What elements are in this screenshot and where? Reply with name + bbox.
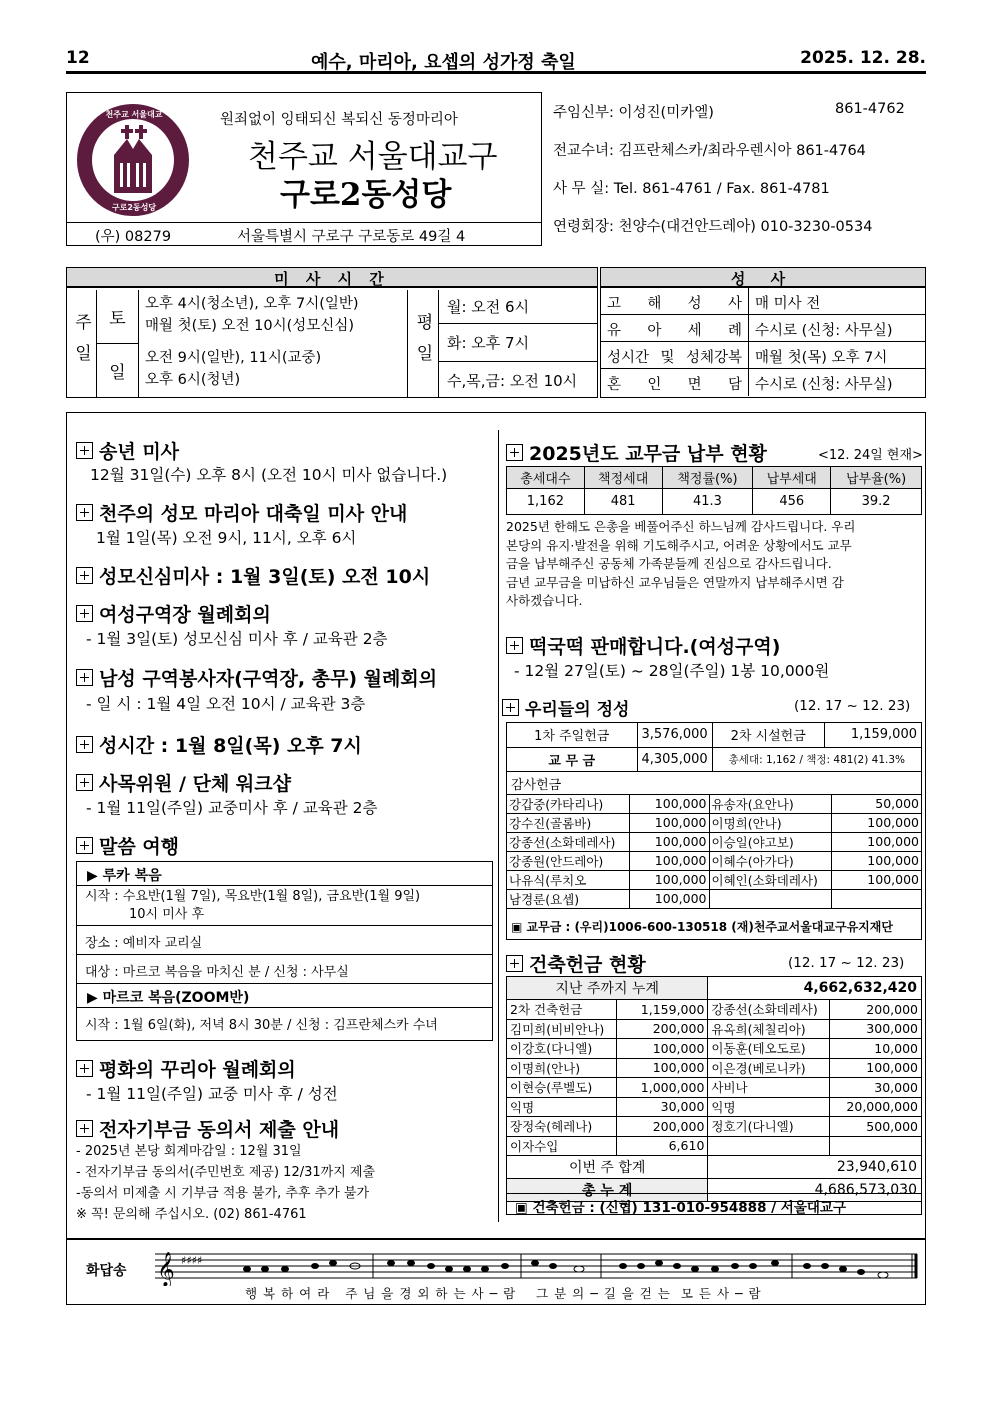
sacrament-name: 혼 인 면 담	[601, 369, 749, 396]
offering-2nd-label: 2차 시설헌금	[712, 723, 824, 747]
offering-box	[506, 722, 922, 940]
table-cell: 6,610	[616, 1136, 708, 1156]
table-cell: 익명	[507, 1097, 617, 1117]
table-cell: 30,000	[830, 1078, 922, 1098]
table-cell: 정호기(다니엘)	[708, 1117, 830, 1137]
sacrament-row	[601, 315, 925, 342]
table-cell: 1,159,000	[616, 1000, 708, 1020]
sunday-label: 주일	[71, 312, 91, 375]
table-row	[507, 1136, 922, 1156]
notice-title: 성시간 : 1월 8일(목) 오후 7시	[99, 735, 362, 757]
dues-title	[506, 439, 767, 466]
table-cell: 유옥희(체칠리아)	[708, 1019, 830, 1039]
dues-label: 교 무 금	[507, 747, 637, 771]
table-row	[507, 889, 921, 908]
table-cell: 200,000	[616, 1019, 708, 1039]
notice-body: - 일 시 : 1월 4일 오전 10시 / 교육관 3층	[86, 695, 366, 713]
issue-date: 2025. 12. 28.	[800, 48, 926, 68]
sat-mass-2: 매월 첫(토) 오전 10시(성모신심)	[145, 318, 354, 334]
table-cell: 100,000	[830, 1058, 922, 1078]
logo-bottom-text: 구로2동성당	[111, 203, 157, 212]
rice-title-text: 떡국떡 판매합니다.(여성구역)	[529, 636, 781, 658]
table-cell: 이은경(베로니카)	[708, 1058, 830, 1078]
plus-icon	[76, 567, 93, 584]
psalm-lyrics: 행 복 하 여 라 주 님 을 경 외 하 는 사 ─ 람 그 분 의 ─ 길 을 걷 는 모 든 사 ─ 람	[245, 1286, 762, 1301]
grand-total-label: 총 누 계	[507, 1179, 708, 1202]
dues-line: 본당의 유지·발전을 위해 기도해주시고, 어려운 상황에서도 교무	[506, 537, 852, 553]
consent-line: - 2025년 본당 회계마감일 : 12월 31일	[76, 1144, 302, 1159]
dues-table	[506, 466, 922, 515]
notice-body: 1월 1일(목) 오전 9시, 11시, 오후 6시	[96, 529, 357, 547]
dues-line: 금을 납부해주신 공동체 가족분들께 진심으로 감사드립니다.	[506, 556, 832, 571]
sacrament-name: 유 아 세 례	[601, 315, 749, 341]
table-cell: 100,000	[831, 832, 921, 851]
church-icon	[92, 119, 174, 201]
sacrament-row	[601, 369, 925, 396]
office-contact: 사 무 실: Tel. 861-4761 / Fax. 861-4781	[553, 181, 830, 197]
table-cell: 100,000	[629, 794, 709, 813]
table-row	[507, 1156, 922, 1179]
page-title: 예수, 마리아, 요셉의 성가정 축일	[311, 52, 576, 73]
building-title	[506, 950, 646, 977]
page-number: 12	[66, 48, 90, 68]
plus-icon	[76, 504, 93, 521]
building-account: ▣ 건축헌금 : (신협) 131-010-954888 / 서울대교구	[506, 1193, 922, 1215]
sacrament-name: 성시간 및 성체강복	[601, 342, 749, 368]
table-row	[507, 870, 921, 889]
sacrament-time: 수시로 (신청: 사무실)	[755, 323, 893, 339]
table-cell	[830, 1136, 922, 1156]
table-cell	[831, 889, 921, 908]
luke-heading: ▶ 루카 복음	[77, 862, 492, 886]
table-cell: 이명희(안나)	[709, 813, 831, 832]
dues-value: 481	[584, 489, 662, 515]
pastor: 주임신부: 이성진(미카엘)	[553, 105, 714, 121]
key-signature: ♯♯♯♯	[181, 1254, 203, 1267]
notice-body: - 1월 11일(주일) 교중미사 후 / 교육관 2층	[86, 799, 378, 817]
notice-donation-consent	[76, 1115, 339, 1142]
table-cell: 이현승(루벨도)	[507, 1078, 617, 1098]
notice-title: 성모신심미사 : 1월 3일(토) 오전 10시	[99, 566, 431, 588]
notice-title: 말씀 여행	[99, 836, 180, 858]
offering-1st-value: 3,576,000	[637, 723, 712, 747]
sacrament-time: 매 미사 전	[755, 296, 821, 312]
table-cell: 이혜수(아가다)	[709, 851, 831, 870]
sun-label: 일	[97, 344, 139, 397]
sacrament-title: 성 사	[601, 268, 925, 288]
prev-total-value: 4,662,632,420	[708, 977, 922, 1000]
consent-line: - 전자기부금 동의서(주민번호 제공) 12/31까지 제출	[76, 1165, 376, 1180]
plus-icon	[76, 837, 93, 854]
consent-line: -동의서 미제출 시 기부금 적용 불가, 추후 추가 불가	[76, 1186, 370, 1201]
notice-title: 천주의 성모 마리아 대축일 미사 안내	[99, 503, 408, 525]
table-row	[507, 1039, 922, 1059]
table-cell: 나유식(루치오	[507, 870, 629, 889]
plus-icon	[506, 955, 523, 972]
notice-body: 12월 31일(수) 오후 8시 (오전 10시 미사 없습니다.)	[90, 466, 448, 484]
offering-2nd-value: 1,159,000	[824, 723, 921, 747]
nun: 전교수녀: 김프란체스카/최라우렌시아 861-4764	[553, 143, 866, 159]
table-cell: 100,000	[629, 851, 709, 870]
table-cell: 익명	[708, 1097, 830, 1117]
plus-icon	[76, 774, 93, 791]
notice-year-end-mass	[76, 437, 179, 464]
table-cell: 이명희(안나)	[507, 1058, 617, 1078]
dues-header: 책정률(%)	[662, 467, 753, 489]
plus-icon	[76, 1120, 93, 1137]
notice-holy-hour	[76, 731, 362, 758]
address-bar	[66, 222, 541, 246]
dues-value: 456	[753, 489, 831, 515]
dues-line: 사하겠습니다.	[506, 593, 583, 608]
dues-line: 2025년 한해도 은총을 베풀어주신 하느님께 감사드립니다. 우리	[506, 519, 856, 534]
table-cell: 유송자(요안나)	[709, 794, 831, 813]
dues-line: 금년 교무금을 미납하신 교우님들은 연말까지 납부해주시면 감	[506, 574, 844, 590]
sacrament-time: 수시로 (신청: 사무실)	[755, 377, 893, 393]
table-cell: 100,000	[629, 889, 709, 908]
table-cell: 100,000	[629, 870, 709, 889]
offering-summary	[507, 723, 921, 772]
table-row	[507, 813, 921, 832]
psalm-staff	[155, 1246, 920, 1286]
table-cell: 이혜인(소화데레사)	[709, 870, 831, 889]
dues-summary: 총세대: 1,162 / 책정: 481(2) 41.3%	[712, 747, 921, 771]
dues-value: 1,162	[507, 489, 585, 515]
mon-mass: 월: 오전 6시	[439, 290, 597, 324]
prev-total-label: 지난 주까지 누계	[507, 977, 708, 1000]
psalm-notes	[243, 1260, 888, 1278]
table-row	[507, 1078, 922, 1098]
luke-start: 시작 : 수요반(1월 7일), 목요반(1월 8일), 금요반(1월 9일)	[85, 889, 421, 904]
parish-logo	[77, 104, 189, 216]
table-cell: 이동훈(테오도로)	[708, 1039, 830, 1059]
offering-period: (12. 17 ~ 12. 23)	[794, 698, 911, 714]
table-row	[507, 1019, 922, 1039]
luke-target: 대상 : 마르코 복음을 마치신 분 / 신청 : 사무실	[77, 955, 492, 984]
notice-workshop	[76, 769, 291, 796]
mark-heading: ▶ 마르코 복음(ZOOM반)	[77, 984, 492, 1008]
table-cell: 사비나	[708, 1078, 830, 1098]
thanks-label: 감사헌금	[511, 777, 562, 793]
bible-journey-box	[76, 861, 493, 1041]
column-divider	[498, 430, 499, 1222]
notice-title: 송년 미사	[99, 441, 180, 463]
table-cell: 30,000	[616, 1097, 708, 1117]
offering-title-text: 우리들의 정성	[525, 700, 630, 720]
table-row	[507, 1117, 922, 1137]
consent-line: ※ 꼭! 문의해 주십시오. (02) 861-4761	[76, 1207, 307, 1222]
table-cell: 장정숙(헤레나)	[507, 1117, 617, 1137]
donation-consent-body	[76, 1141, 375, 1225]
table-cell: 2차 건축헌금	[507, 1000, 617, 1020]
table-cell: 100,000	[616, 1039, 708, 1059]
table-cell: 20,000,000	[830, 1097, 922, 1117]
diocese-name: 천주교 서울대교구	[248, 139, 498, 175]
plus-icon	[76, 669, 93, 686]
dues-header: 책정세대	[584, 467, 662, 489]
table-cell: 100,000	[831, 813, 921, 832]
table-cell: 10,000	[830, 1039, 922, 1059]
luke-start-2: 10시 미사 후	[129, 907, 205, 922]
sat-label: 토	[97, 290, 139, 344]
table-row	[507, 851, 921, 870]
table-cell: 1,000,000	[616, 1078, 708, 1098]
week-total-value: 23,940,610	[708, 1156, 922, 1179]
table-row	[507, 1097, 922, 1117]
building-title-text: 건축헌금 현황	[529, 954, 646, 976]
table-row	[507, 977, 922, 1000]
dues-message	[506, 518, 855, 611]
plus-icon	[502, 699, 519, 716]
logo-top-text: 천주교 서울대교구	[105, 110, 163, 130]
table-cell: 강수진(골롬바)	[507, 813, 629, 832]
notice-men-meeting	[76, 664, 437, 691]
slogan: 원죄없이 잉태되신 복되신 동정마리아	[220, 112, 458, 128]
offering-1st-label: 1차 주일헌금	[507, 723, 637, 747]
table-cell	[708, 1136, 830, 1156]
table-cell: 이승일(야고보)	[709, 832, 831, 851]
dues-header: 납부세대	[753, 467, 831, 489]
dues-value: 4,305,000	[637, 747, 712, 771]
sat-mass-1: 오후 4시(청소년), 오후 7시(일반)	[145, 296, 359, 312]
table-cell: 200,000	[616, 1117, 708, 1137]
table-cell: 이강호(다니엘)	[507, 1039, 617, 1059]
table-cell: 강종선(소화데레사)	[507, 832, 629, 851]
tue-mass: 화: 오후 7시	[439, 324, 597, 362]
table-cell: 100,000	[629, 832, 709, 851]
table-cell: 100,000	[831, 851, 921, 870]
table-cell: 강종선(소화데레사)	[708, 1000, 830, 1020]
notice-title: 남성 구역봉사자(구역장, 총무) 월례회의	[99, 668, 438, 690]
plus-icon	[76, 736, 93, 753]
plus-icon	[506, 444, 523, 461]
notice-curia	[76, 1055, 296, 1082]
notice-solemnity	[76, 499, 407, 526]
sacrament-name: 고 해 성 사	[601, 288, 749, 314]
dues-value: 39.2	[831, 489, 922, 515]
offering-title	[502, 695, 629, 720]
council-chair: 연령회장: 천양수(대건안드레아) 010-3230-0534	[553, 219, 873, 235]
rice-cake-body: - 12월 27일(토) ~ 28일(주일) 1봉 10,000원	[514, 662, 830, 680]
mark-start: 시작 : 1월 6일(화), 저녁 8시 30분 / 신청 : 김프란체스카 수녀	[85, 1018, 438, 1033]
week-total-label: 이번 주 합계	[507, 1156, 708, 1179]
table-row	[507, 1058, 922, 1078]
table-cell: 300,000	[830, 1019, 922, 1039]
notice-body: - 1월 11일(주일) 교중 미사 후 / 성전	[86, 1085, 338, 1103]
table-row	[507, 1000, 922, 1020]
sun-mass-1: 오전 9시(일반), 11시(교중)	[145, 350, 322, 366]
plus-icon	[76, 605, 93, 622]
notice-title: 전자기부금 동의서 제출 안내	[99, 1119, 340, 1141]
building-table	[506, 976, 922, 1202]
dues-account: ▣ 교무금 : (우리)1006-600-130518 (재)천주교서울대교구유지재단	[511, 920, 893, 934]
table-cell: 강갑중(카타리나)	[507, 794, 629, 813]
notice-title: 평화의 꾸리아 월례회의	[99, 1059, 296, 1081]
mass-section	[66, 267, 598, 398]
dues-asof: <12. 24일 현재>	[818, 448, 923, 463]
treble-clef-icon: 𝄞	[157, 1252, 175, 1286]
sacrament-time: 매월 첫(목) 오후 7시	[755, 350, 888, 366]
dues-value: 41.3	[662, 489, 753, 515]
grand-total-value: 4,686,573,030	[708, 1179, 922, 1202]
luke-place: 장소 : 예비자 교리실	[77, 926, 492, 955]
plus-icon	[76, 1060, 93, 1077]
table-cell: 남경룬(요셉)	[507, 889, 629, 908]
notice-body: - 1월 3일(토) 성모신심 미사 후 / 교육관 2층	[86, 630, 388, 648]
table-cell: 200,000	[830, 1000, 922, 1020]
notice-marian-mass	[76, 562, 430, 589]
psalm-label: 화답송	[86, 1263, 127, 1279]
weekday-label: 평일	[412, 312, 433, 375]
table-cell: 100,000	[831, 870, 921, 889]
table-cell: 강종원(안드레아)	[507, 851, 629, 870]
table-cell	[709, 889, 831, 908]
dues-title-text: 2025년도 교무금 납부 현황	[529, 443, 767, 465]
rice-cake-title	[506, 632, 780, 659]
address: 서울특별시 구로구 구로동로 49길 4	[237, 229, 466, 245]
table-row	[507, 832, 921, 851]
notice-title: 사목위원 / 단체 워크샵	[99, 773, 291, 795]
page-header	[66, 44, 926, 74]
notice-women-meeting	[76, 600, 271, 627]
table-row	[507, 794, 921, 813]
mass-title: 미 사 시 간	[67, 268, 597, 288]
table-cell: 김미희(비비안나)	[507, 1019, 617, 1039]
sacrament-section	[600, 267, 926, 398]
table-cell: 500,000	[830, 1117, 922, 1137]
table-cell: 100,000	[616, 1058, 708, 1078]
sun-mass-2: 오후 6시(청년)	[145, 372, 241, 388]
notice-bible-journey	[76, 832, 179, 859]
dues-header: 납부율(%)	[831, 467, 922, 489]
table-cell: 이자수입	[507, 1136, 617, 1156]
table-cell: 50,000	[831, 794, 921, 813]
thanks-table	[507, 794, 921, 909]
plus-icon	[506, 637, 523, 654]
sacrament-row	[601, 342, 925, 369]
wtf-mass: 수,목,금: 오전 10시	[447, 372, 578, 390]
zip-code: (우) 08279	[95, 229, 172, 245]
parish-name: 구로2동성당	[280, 177, 452, 213]
table-cell: 100,000	[629, 813, 709, 832]
sacrament-row	[601, 288, 925, 315]
notice-title: 여성구역장 월례회의	[99, 604, 271, 626]
dues-header: 총세대수	[507, 467, 585, 489]
building-period: (12. 17 ~ 12. 23)	[788, 955, 905, 971]
pastor-phone: 861-4762	[835, 101, 905, 117]
plus-icon	[76, 442, 93, 459]
